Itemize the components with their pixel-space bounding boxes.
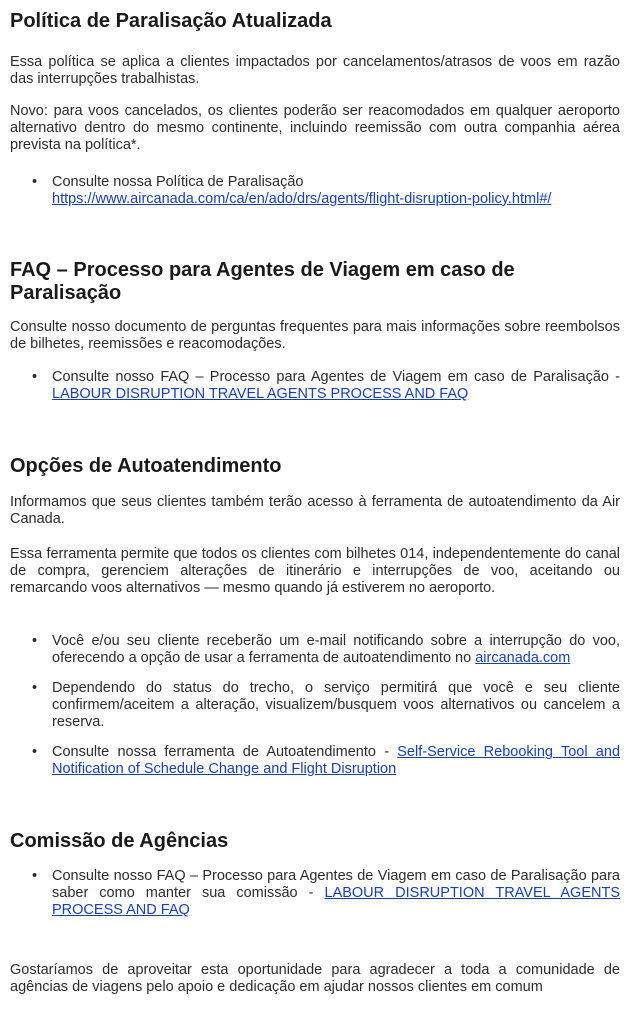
list-item: [30, 680, 620, 731]
bullet-text: Consulte nosso FAQ – Processo para Agentes de Viagem em caso de Paralisação -: [52, 369, 620, 385]
section-title-faq: FAQ – Processo para Agentes de Viagem em caso de Paralisação: [10, 259, 515, 304]
paragraph-policy-scope: Essa política se aplica a clientes impactados por cancelamentos/atrasos de voos em razão das interrupções trabalhistas.: [10, 54, 620, 87]
bullet-list-commission: [30, 868, 620, 932]
bullet-list-self-service: [30, 633, 620, 791]
list-item: [30, 369, 620, 403]
list-item: [30, 633, 620, 667]
bullet-icon: •: [32, 744, 38, 760]
bullet-text: Dependendo do status do trecho, o serviço permitirá que você e seu cliente confirmem/aceitem a alteração, visualizem/busquem voos alternativos ou cancelem a reserva.: [52, 680, 620, 730]
paragraph-closing: Gostaríamos de aproveitar esta oportunidade para agradecer a toda a comunidade de agências de viagens pelo apoio e dedicação em ajudar nossos clientes em comum: [10, 962, 620, 995]
section-title-paralisacao-policy: Política de Paralisação Atualizada: [10, 10, 332, 32]
bullet-icon: •: [32, 174, 38, 190]
faq-link[interactable]: LABOUR DISRUPTION TRAVEL AGENTS PROCESS AND FAQ: [52, 386, 469, 402]
bullet-text: Consulte nosso FAQ – Processo para Agentes de Viagem em caso de Paralisação para saber como manter sua comissão -: [52, 868, 620, 901]
section-title-commission: Comissão de Agências: [10, 830, 229, 852]
list-item: [30, 744, 620, 778]
bullet-text: Consulte nossa ferramenta de Autoatendimento -: [52, 744, 398, 760]
section-title-self-service: Opções de Autoatendimento: [10, 455, 282, 477]
self-service-link[interactable]: Self-Service Rebooking Tool and Notification of Schedule Change and Flight Disruption: [52, 744, 621, 777]
policy-link[interactable]: https://www.aircanada.com/ca/en/ado/drs/agents/flight-disruption-policy.html#/: [52, 191, 552, 207]
bullet-text: Consulte nossa Política de Paralisação: [52, 174, 304, 190]
aircanada-link[interactable]: aircanada.com: [475, 650, 571, 666]
bullet-icon: •: [32, 868, 38, 884]
paragraph-self-service-access: Informamos que seus clientes também terão acesso à ferramenta de autoatendimento da Air Canada.: [10, 494, 620, 527]
paragraph-faq: Consulte nosso documento de perguntas frequentes para mais informações sobre reembolsos de bilhetes, reemissões e reacomodações.: [10, 319, 620, 352]
list-item: [30, 868, 620, 919]
bullet-icon: •: [32, 369, 38, 385]
bullet-list-faq: [30, 369, 620, 416]
list-item: [30, 174, 620, 208]
bullet-text: Você e/ou seu cliente receberão um e-mail notificando sobre a interrupção do voo, oferecendo a opção de usar a ferramenta de autoatendimento no: [52, 633, 620, 666]
paragraph-policy-new: Novo: para voos cancelados, os clientes poderão ser reacomodados em qualquer aeroporto alternativo dentro do mesmo continente, incluindo reemissão com outra companhia aérea prevista na política*.: [10, 103, 620, 153]
bullet-icon: •: [32, 633, 38, 649]
paragraph-self-service-tool: Essa ferramenta permite que todos os clientes com bilhetes 014, independentemente do canal de compra, gerenciem alterações de itinerário e interrupções de voo, aceitando ou remarcando voos alternativos — mesmo quando já estiverem no aeroporto.: [10, 546, 620, 596]
bullet-icon: •: [32, 680, 38, 696]
commission-faq-link[interactable]: LABOUR DISRUPTION TRAVEL AGENTS PROCESS AND FAQ: [52, 885, 620, 918]
bullet-list-policy: [30, 174, 620, 221]
